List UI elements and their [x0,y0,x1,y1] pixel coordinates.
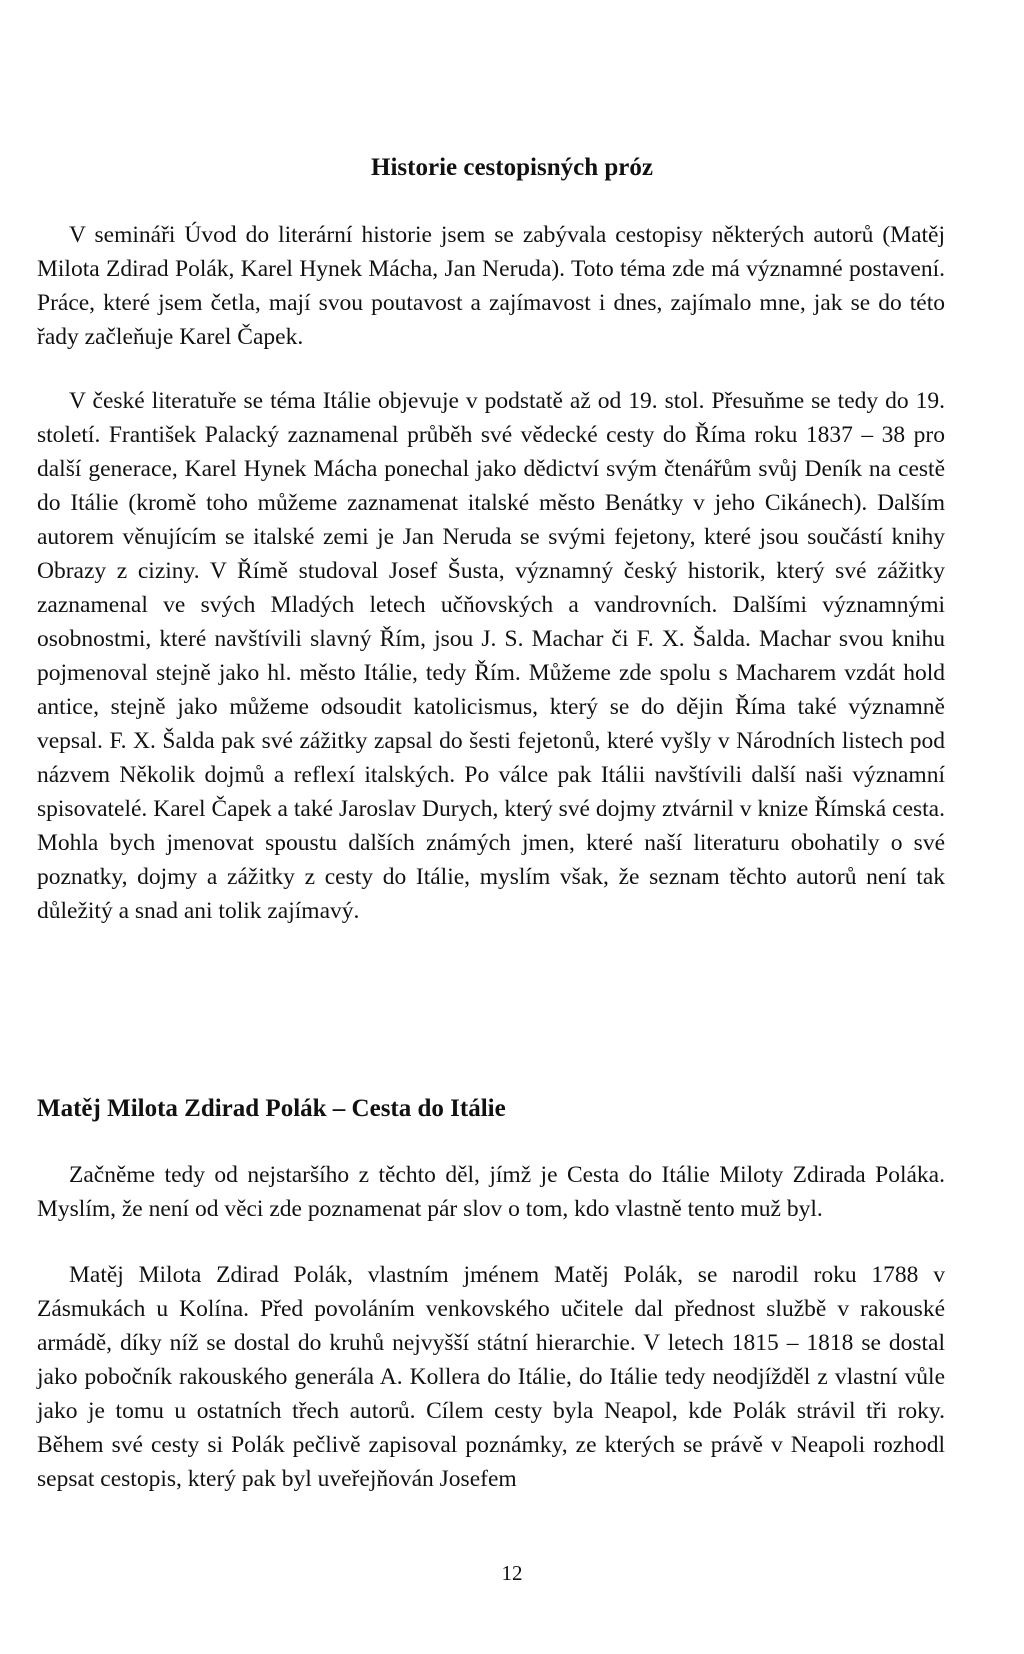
section-heading: Matěj Milota Zdirad Polák – Cesta do Itálie [37,1095,506,1122]
paragraph-intro: V semináři Úvod do literární historie jsem se zabývala cestopisy některých autorů (Matěj Milota Zdirad Polák, Karel Hynek Mácha, Jan Neruda). Toto téma zde má významné postavení. Práce, které jsem četla, mají svou poutavost a zajímavost i dnes, zajímalo mne, jak se do této řady začleňuje Karel Čapek. [37,222,945,350]
document-title: Historie cestopisných próz [371,154,653,181]
paragraph-history: V české literatuře se téma Itálie objevuje v podstatě až od 19. stol. Přesuňme se tedy do 19. století. František Palacký zaznamenal průběh své vědecké cesty do Říma roku 1837 – 38 pro další generace, Karel Hynek Mácha ponechal jako dědictví svým čtenářům svůj Deník na cestě do Itálie (kromě toho můžeme zaznamenat italské město Benátky v jeho Cikánech). Dalším autorem věnujícím se italské zemi je Jan Neruda se svými fejetony, které jsou součástí knihy Obrazy z ciziny. V Římě studoval Josef Šusta, významný český historik, který své zážitky zaznamenal ve svých Mladých letech učňovských a vandrovních. Dalšími významnými osobnostmi, které navštívili slavný Řím, jsou J. S. Machar či F. X. Šalda. Machar svou knihu pojmenoval stejně jako hl. město Itálie, tedy Řím. Můžeme zde spolu s Macharem vzdát hold antice, stejně jako můžeme odsoudit katolicismus, který se do dějin Říma také významně vepsal. F. X. Šalda pak své zážitky zapsal do šesti fejetonů, které vyšly v Národních listech pod názvem Několik dojmů a reflexí italských. Po válce pak Itálii navštívili další naši významní spisovatelé. Karel Čapek a také Jaroslav Durych, který své dojmy ztvárnil v knize Římská cesta. Mohla bych jmenovat spoustu dalších známých jmen, které naší literaturu obohatily o své poznatky, dojmy a zážitky z cesty do Itálie, myslím však, že seznam těchto autorů není tak důležitý a snad ani tolik zajímavý. [37,388,945,924]
page-number: 12 [501,1561,523,1585]
paragraph-section-intro: Začněme tedy od nejstaršího z těchto děl, jímž je Cesta do Itálie Miloty Zdirada Poláka. Myslím, že není od věci zde poznamenat pár slov o tom, kdo vlastně tento muž byl. [37,1162,945,1222]
paragraph-polak-bio: Matěj Milota Zdirad Polák, vlastním jménem Matěj Polák, se narodil roku 1788 v Zásmukách u Kolína. Před povoláním venkovského učitele dal přednost službě v rakouské armádě, díky níž se dostal do kruhů nejvyšší státní hierarchie. V letech 1815 – 1818 se dostal jako pobočník rakouského generála A. Kollera do Itálie, do Itálie tedy neodjížděl z vlastní vůle jako je tomu u ostatních třech autorů. Cílem cesty byla Neapol, kde Polák strávil tři roky. Během své cesty si Polák pečlivě zapisoval poznámky, ze kterých se právě v Neapoli rozhodl sepsat cestopis, který pak byl uveřejňován Josefem [37,1262,945,1492]
